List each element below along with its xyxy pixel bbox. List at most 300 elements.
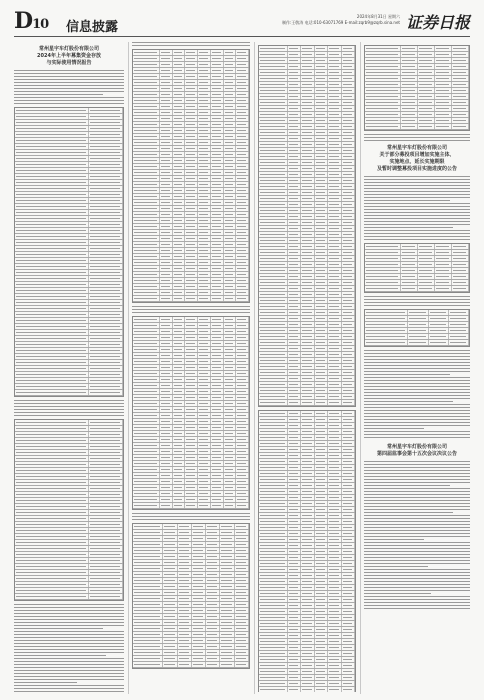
table-cell bbox=[163, 656, 177, 661]
table-cell bbox=[15, 528, 89, 533]
table-cell bbox=[198, 158, 211, 163]
table-cell bbox=[198, 413, 211, 418]
table-cell bbox=[259, 124, 288, 129]
table-cell bbox=[236, 254, 249, 259]
table-cell bbox=[163, 524, 177, 529]
table-cell bbox=[133, 158, 160, 163]
table-cell bbox=[429, 328, 449, 333]
table-cell bbox=[224, 461, 237, 466]
table-cell bbox=[173, 473, 186, 478]
text-line bbox=[364, 524, 470, 525]
table-cell bbox=[288, 190, 302, 195]
table-cell bbox=[315, 70, 329, 75]
table-cell bbox=[301, 46, 315, 51]
table-cell bbox=[288, 423, 302, 428]
text-line bbox=[14, 643, 124, 644]
table-cell bbox=[288, 154, 302, 159]
table-cell bbox=[224, 140, 237, 145]
text-line bbox=[14, 412, 124, 413]
table-cell bbox=[173, 497, 186, 502]
table-cell bbox=[15, 546, 89, 551]
table-cell bbox=[198, 323, 211, 328]
text-line bbox=[364, 533, 470, 534]
table-cell bbox=[236, 230, 249, 235]
table-cell bbox=[342, 507, 356, 512]
table-cell bbox=[365, 328, 408, 333]
table-cell bbox=[211, 266, 224, 271]
table-cell bbox=[342, 304, 356, 309]
table-cell bbox=[133, 437, 160, 442]
table-cell bbox=[235, 524, 249, 529]
table-cell bbox=[236, 323, 249, 328]
table-cell bbox=[259, 477, 288, 482]
table-cell bbox=[328, 531, 342, 536]
table-cell bbox=[328, 453, 342, 458]
table-cell bbox=[133, 461, 160, 466]
table-cell bbox=[259, 358, 288, 363]
text-line bbox=[14, 622, 124, 623]
text-line bbox=[364, 512, 453, 513]
table-cell bbox=[173, 200, 186, 205]
text-line bbox=[14, 664, 124, 665]
table-cell bbox=[301, 531, 315, 536]
table-cell bbox=[342, 519, 356, 524]
table-cell bbox=[418, 280, 435, 285]
table-row bbox=[365, 286, 469, 292]
table-cell bbox=[133, 200, 160, 205]
table-cell bbox=[224, 128, 237, 133]
text-line bbox=[14, 604, 124, 605]
table-cell bbox=[160, 122, 173, 127]
page-number-digits: 10 bbox=[32, 17, 49, 32]
table-cell bbox=[235, 662, 249, 667]
table-cell bbox=[206, 542, 220, 547]
table-cell bbox=[198, 341, 211, 346]
table-cell bbox=[185, 437, 198, 442]
table-cell bbox=[211, 413, 224, 418]
table-cell bbox=[15, 234, 89, 239]
table-cell bbox=[288, 627, 302, 632]
table-cell bbox=[89, 438, 123, 443]
text-line bbox=[14, 688, 124, 689]
table-cell bbox=[236, 134, 249, 139]
table-cell bbox=[133, 146, 160, 151]
table-cell bbox=[133, 254, 160, 259]
table-cell bbox=[315, 346, 329, 351]
table-cell bbox=[288, 603, 302, 608]
table-cell bbox=[328, 136, 342, 141]
table-cell bbox=[288, 645, 302, 650]
table-cell bbox=[452, 100, 469, 105]
table-cell bbox=[133, 224, 160, 229]
table-cell bbox=[178, 638, 192, 643]
table-cell bbox=[211, 491, 224, 496]
table-cell bbox=[288, 681, 302, 686]
table-cell bbox=[89, 252, 123, 257]
text-line bbox=[364, 197, 470, 198]
text-line bbox=[364, 392, 470, 393]
table-cell bbox=[328, 376, 342, 381]
table-cell bbox=[288, 394, 302, 399]
table-cell bbox=[315, 112, 329, 117]
table-cell bbox=[288, 579, 302, 584]
table-cell bbox=[89, 228, 123, 233]
table-cell bbox=[315, 124, 329, 129]
text-line bbox=[364, 581, 470, 582]
table-cell bbox=[224, 188, 237, 193]
table-cell bbox=[163, 590, 177, 595]
table-cell bbox=[328, 579, 342, 584]
table-cell bbox=[185, 242, 198, 247]
table-cell bbox=[342, 310, 356, 315]
table-cell bbox=[185, 491, 198, 496]
table-cell bbox=[259, 651, 288, 656]
table-cell bbox=[160, 80, 173, 85]
table-cell bbox=[198, 242, 211, 247]
table-cell bbox=[342, 447, 356, 452]
table-cell bbox=[178, 632, 192, 637]
table-cell bbox=[198, 176, 211, 181]
table-cell bbox=[211, 230, 224, 235]
table-cell bbox=[342, 477, 356, 482]
table-cell bbox=[133, 536, 163, 541]
table-cell bbox=[89, 474, 123, 479]
table-cell bbox=[89, 504, 123, 509]
table-cell bbox=[211, 206, 224, 211]
table-cell bbox=[288, 244, 302, 249]
table-cell bbox=[160, 206, 173, 211]
table-cell bbox=[328, 645, 342, 650]
text-line bbox=[364, 488, 470, 489]
table-cell bbox=[365, 112, 401, 117]
table-cell bbox=[301, 166, 315, 171]
table-cell bbox=[301, 232, 315, 237]
table-cell bbox=[173, 431, 186, 436]
table-row bbox=[15, 594, 123, 600]
text-line bbox=[364, 410, 470, 411]
table-cell bbox=[328, 388, 342, 393]
table-cell bbox=[259, 94, 288, 99]
table-cell bbox=[365, 106, 401, 111]
table-cell bbox=[160, 110, 173, 115]
table-cell bbox=[342, 340, 356, 345]
table-cell bbox=[401, 70, 418, 75]
table-cell bbox=[173, 449, 186, 454]
table-cell bbox=[342, 669, 356, 674]
table-cell bbox=[192, 536, 206, 541]
table-cell bbox=[235, 542, 249, 547]
table-cell bbox=[163, 554, 177, 559]
table-cell bbox=[315, 400, 329, 405]
table-cell bbox=[301, 340, 315, 345]
table-cell bbox=[301, 298, 315, 303]
table-cell bbox=[15, 384, 89, 389]
table-cell bbox=[315, 232, 329, 237]
table-cell bbox=[160, 425, 173, 430]
table-cell bbox=[236, 467, 249, 472]
table-cell bbox=[315, 340, 329, 345]
text-line bbox=[364, 596, 470, 597]
table-cell bbox=[236, 128, 249, 133]
table-cell bbox=[211, 248, 224, 253]
table-cell bbox=[224, 317, 237, 322]
text-line bbox=[14, 91, 124, 92]
text-line bbox=[364, 200, 450, 201]
table-cell bbox=[365, 100, 401, 105]
table-cell bbox=[315, 483, 329, 488]
table-cell bbox=[301, 70, 315, 75]
table-cell bbox=[342, 435, 356, 440]
table-cell bbox=[452, 250, 469, 255]
table-cell bbox=[133, 542, 163, 547]
table-cell bbox=[301, 573, 315, 578]
table-cell bbox=[429, 334, 449, 339]
table-cell bbox=[435, 274, 452, 279]
text-line bbox=[364, 353, 470, 354]
text-line bbox=[14, 637, 124, 638]
table-cell bbox=[160, 158, 173, 163]
table-cell bbox=[328, 370, 342, 375]
text-line bbox=[364, 380, 470, 381]
table-cell bbox=[178, 542, 192, 547]
column-4 bbox=[364, 42, 470, 692]
table-cell bbox=[342, 382, 356, 387]
text-line bbox=[364, 134, 470, 135]
table-cell bbox=[452, 76, 469, 81]
table-cell bbox=[173, 347, 186, 352]
table-cell bbox=[342, 106, 356, 111]
table-cell bbox=[315, 501, 329, 506]
table-cell bbox=[452, 112, 469, 117]
table-cell bbox=[315, 489, 329, 494]
table-cell bbox=[133, 377, 160, 382]
table-cell bbox=[435, 256, 452, 261]
table-cell bbox=[301, 52, 315, 57]
table-cell bbox=[342, 202, 356, 207]
table-cell bbox=[259, 645, 288, 650]
table-cell bbox=[160, 401, 173, 406]
text-line bbox=[364, 239, 470, 240]
table-cell bbox=[259, 112, 288, 117]
table-cell bbox=[15, 186, 89, 191]
table-cell bbox=[259, 160, 288, 165]
page-number bbox=[14, 8, 48, 34]
table-cell bbox=[163, 620, 177, 625]
table-cell bbox=[206, 626, 220, 631]
table-cell bbox=[418, 88, 435, 93]
table-cell bbox=[224, 395, 237, 400]
text-line bbox=[364, 437, 470, 438]
table-cell bbox=[224, 278, 237, 283]
table-cell bbox=[328, 346, 342, 351]
table-cell bbox=[301, 244, 315, 249]
text-line bbox=[364, 431, 470, 432]
table-cell bbox=[160, 86, 173, 91]
table-cell bbox=[288, 597, 302, 602]
table-cell bbox=[301, 208, 315, 213]
table-cell bbox=[89, 522, 123, 527]
table-cell bbox=[211, 182, 224, 187]
table-cell bbox=[328, 477, 342, 482]
table-cell bbox=[224, 329, 237, 334]
table-cell bbox=[365, 316, 408, 321]
table-cell bbox=[342, 52, 356, 57]
table-cell bbox=[301, 130, 315, 135]
table-cell bbox=[15, 594, 89, 599]
table-cell bbox=[173, 317, 186, 322]
table-cell bbox=[315, 561, 329, 566]
text-line bbox=[14, 634, 124, 635]
text-line bbox=[364, 470, 470, 471]
table-cell bbox=[160, 437, 173, 442]
table-cell bbox=[315, 621, 329, 626]
table-cell bbox=[315, 429, 329, 434]
table-cell bbox=[342, 441, 356, 446]
text-line bbox=[364, 569, 470, 570]
table-cell bbox=[315, 537, 329, 542]
table-cell bbox=[160, 242, 173, 247]
table-cell bbox=[328, 555, 342, 560]
text-line bbox=[364, 230, 470, 231]
table-cell bbox=[401, 76, 418, 81]
table-cell bbox=[301, 537, 315, 542]
table-cell bbox=[133, 395, 160, 400]
table-cell bbox=[328, 190, 342, 195]
table-cell bbox=[301, 388, 315, 393]
text-line bbox=[364, 509, 470, 510]
table-cell bbox=[342, 64, 356, 69]
text-line bbox=[14, 673, 124, 674]
table-cell bbox=[328, 220, 342, 225]
table-cell bbox=[288, 657, 302, 662]
table-cell bbox=[198, 329, 211, 334]
table-cell bbox=[160, 389, 173, 394]
table-cell bbox=[315, 316, 329, 321]
table-cell bbox=[192, 608, 206, 613]
table-cell bbox=[236, 200, 249, 205]
table-cell bbox=[89, 450, 123, 455]
table-cell bbox=[89, 486, 123, 491]
table-cell bbox=[224, 296, 237, 301]
table-cell bbox=[315, 370, 329, 375]
table-cell bbox=[301, 483, 315, 488]
table-cell bbox=[315, 471, 329, 476]
table-cell bbox=[211, 272, 224, 277]
table-cell bbox=[185, 98, 198, 103]
table-cell bbox=[133, 389, 160, 394]
table-cell bbox=[365, 94, 401, 99]
table-cell bbox=[301, 603, 315, 608]
table-cell bbox=[288, 549, 302, 554]
table-cell bbox=[211, 479, 224, 484]
table-cell bbox=[185, 485, 198, 490]
table-cell bbox=[435, 118, 452, 123]
table-cell bbox=[418, 94, 435, 99]
table-cell bbox=[160, 212, 173, 217]
table-cell bbox=[163, 626, 177, 631]
table-cell bbox=[342, 46, 356, 51]
table-cell bbox=[211, 152, 224, 157]
table-cell bbox=[224, 485, 237, 490]
table-cell bbox=[365, 58, 401, 63]
table-cell bbox=[365, 88, 401, 93]
table-cell bbox=[163, 572, 177, 577]
table-cell bbox=[301, 579, 315, 584]
table-cell bbox=[198, 86, 211, 91]
table-cell bbox=[342, 334, 356, 339]
table-cell bbox=[224, 170, 237, 175]
table-cell bbox=[173, 395, 186, 400]
table-cell bbox=[288, 621, 302, 626]
table-cell bbox=[288, 280, 302, 285]
table-cell bbox=[342, 591, 356, 596]
text-line bbox=[364, 542, 470, 543]
table-cell bbox=[133, 566, 163, 571]
table-cell bbox=[418, 256, 435, 261]
table-cell bbox=[328, 423, 342, 428]
table-cell bbox=[89, 114, 123, 119]
text-line bbox=[14, 685, 124, 686]
table-cell bbox=[328, 573, 342, 578]
data-table bbox=[364, 243, 470, 293]
table-cell bbox=[224, 260, 237, 265]
table-cell bbox=[220, 584, 234, 589]
table-cell bbox=[89, 534, 123, 539]
table-cell bbox=[185, 389, 198, 394]
table-cell bbox=[288, 274, 302, 279]
table-cell bbox=[236, 176, 249, 181]
table-cell bbox=[185, 86, 198, 91]
table-cell bbox=[15, 180, 89, 185]
table-cell bbox=[133, 68, 160, 73]
table-cell bbox=[178, 572, 192, 577]
table-cell bbox=[192, 644, 206, 649]
text-line bbox=[364, 305, 470, 306]
table-cell bbox=[15, 366, 89, 371]
table-cell bbox=[211, 425, 224, 430]
table-cell bbox=[236, 395, 249, 400]
table-cell bbox=[301, 226, 315, 231]
table-cell bbox=[342, 543, 356, 548]
table-cell bbox=[452, 268, 469, 273]
table-cell bbox=[211, 317, 224, 322]
table-cell bbox=[198, 128, 211, 133]
table-cell bbox=[328, 214, 342, 219]
table-cell bbox=[429, 322, 449, 327]
table-cell bbox=[236, 437, 249, 442]
table-row bbox=[133, 503, 249, 509]
table-cell bbox=[342, 82, 356, 87]
table-cell bbox=[133, 656, 163, 661]
table-cell bbox=[185, 248, 198, 253]
table-cell bbox=[301, 675, 315, 680]
table-cell bbox=[288, 340, 302, 345]
table-cell bbox=[160, 164, 173, 169]
table-cell bbox=[211, 200, 224, 205]
table-cell bbox=[160, 230, 173, 235]
table-cell bbox=[224, 266, 237, 271]
table-cell bbox=[315, 214, 329, 219]
table-cell bbox=[224, 122, 237, 127]
table-cell bbox=[328, 561, 342, 566]
table-cell bbox=[259, 136, 288, 141]
table-cell bbox=[224, 104, 237, 109]
text-line bbox=[364, 545, 470, 546]
table-cell bbox=[206, 554, 220, 559]
column-divider bbox=[360, 42, 361, 694]
table-cell bbox=[259, 52, 288, 57]
table-cell bbox=[301, 382, 315, 387]
